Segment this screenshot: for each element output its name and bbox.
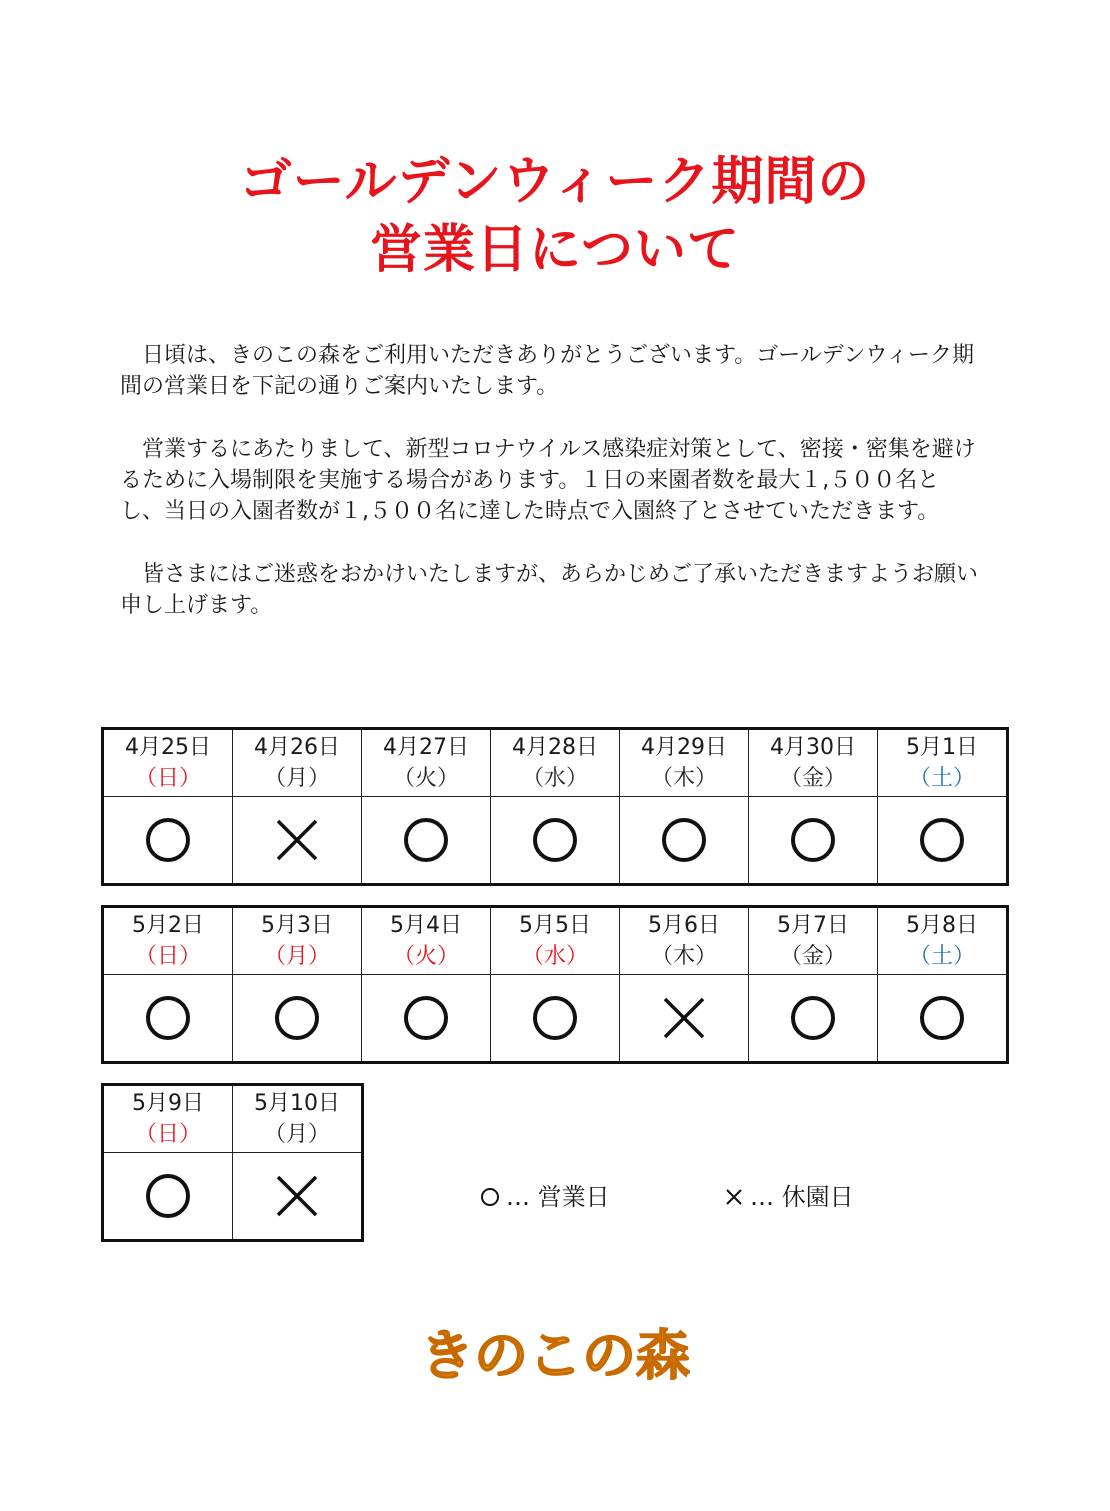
calendar-day-header	[878, 729, 1008, 797]
calendar-weekday: （月）	[263, 766, 330, 791]
calendar-day-header	[233, 1085, 363, 1153]
open-day-mark	[661, 817, 707, 863]
calendar-weekday: （月）	[263, 1122, 330, 1147]
calendar-day-status	[491, 797, 620, 885]
calendar-date: 4月29日	[641, 735, 727, 760]
legend-closed-label: … 休園日	[750, 1183, 854, 1211]
title-line-2: 営業日について	[370, 220, 740, 280]
calendar-date: 5月7日	[777, 913, 849, 938]
calendar-day-header	[233, 729, 362, 797]
calendar-day-status	[620, 975, 749, 1063]
open-day-mark	[145, 995, 191, 1041]
calendar-date: 5月9日	[132, 1091, 204, 1116]
open-day-mark	[532, 817, 578, 863]
open-day-mark	[790, 817, 836, 863]
calendar-day-status	[233, 1153, 363, 1241]
calendar-date: 4月27日	[383, 735, 469, 760]
closed-day-mark	[274, 1173, 320, 1219]
calendar-day-header	[620, 907, 749, 975]
open-circle-icon	[535, 998, 575, 1038]
open-circle-icon	[480, 1187, 500, 1207]
open-day-mark	[532, 995, 578, 1041]
paragraph-greeting: 日頃は、きのこの森をご利用いただきありがとうございます。ゴールデンウィーク期間の営業日を下記の通りご案内いたします。	[120, 343, 975, 399]
open-day-mark	[919, 817, 965, 863]
calendar-weekday: （日）	[134, 944, 201, 969]
calendar-weekday: （火）	[392, 766, 459, 791]
calendar-date: 5月10日	[254, 1091, 340, 1116]
calendar-day-header	[878, 907, 1008, 975]
open-circle-icon	[277, 998, 317, 1038]
calendar-day-header	[491, 729, 620, 797]
open-circle-icon	[148, 1176, 188, 1216]
open-circle-icon	[664, 820, 704, 860]
calendar-week-2	[101, 905, 1009, 1064]
calendar-weekday: （木）	[650, 944, 717, 969]
calendar-weekday: （水）	[521, 766, 588, 791]
open-day-mark	[403, 817, 449, 863]
calendar-day-header	[103, 907, 233, 975]
calendar-day-status	[749, 797, 878, 885]
calendar-weekday: （金）	[779, 944, 846, 969]
calendar-day-header	[620, 729, 749, 797]
calendar-day-status	[878, 797, 1008, 885]
calendar-date: 5月6日	[648, 913, 720, 938]
calendar-day-header	[233, 907, 362, 975]
open-circle-icon	[406, 998, 446, 1038]
calendar-date: 5月1日	[906, 735, 978, 760]
calendar-weekday: （月）	[263, 944, 330, 969]
calendar-day-status	[103, 797, 233, 885]
calendar-weekday: （土）	[908, 944, 975, 969]
calendar-status-row	[103, 1153, 363, 1241]
legend-open	[480, 1180, 610, 1214]
kinoko-no-mori-logo	[420, 1318, 690, 1392]
calendar-date: 5月4日	[390, 913, 462, 938]
paragraph-entry-limit: 営業するにあたりまして、新型コロナウイルス感染症対策として、密接・密集を避けるために入場制限を実施する場合があります。１日の来園者数を最大１,５００名とし、当日の入園者数が１,５００名に達した時点で入園終了とさせていただきます。	[120, 437, 976, 524]
calendar-weekday: （土）	[908, 766, 975, 791]
calendar-week-1	[101, 727, 1009, 886]
open-circle-icon	[535, 820, 575, 860]
calendar-day-status	[491, 975, 620, 1063]
calendar-day-status	[620, 797, 749, 885]
open-circle-icon	[148, 820, 188, 860]
calendar-weekday: （水）	[521, 944, 588, 969]
calendar-status-row	[103, 975, 1008, 1063]
calendar-date: 4月28日	[512, 735, 598, 760]
calendar-weekday: （火）	[392, 944, 459, 969]
calendar-header-row	[103, 907, 1008, 975]
calendar-header-row	[103, 1085, 363, 1153]
open-day-mark	[274, 995, 320, 1041]
logo-text: きのこの森	[420, 1324, 690, 1387]
calendar-day-header	[362, 907, 491, 975]
calendar-day-status	[233, 975, 362, 1063]
open-day-mark	[145, 817, 191, 863]
calendar-date: 4月25日	[125, 735, 211, 760]
open-circle-icon	[793, 998, 833, 1038]
calendar-day-status	[878, 975, 1008, 1063]
calendar-day-header	[491, 907, 620, 975]
calendar-weekday: （金）	[779, 766, 846, 791]
calendar-weekday: （日）	[134, 1122, 201, 1147]
title-line-1: ゴールデンウィーク期間の	[239, 152, 871, 212]
open-circle-icon	[793, 820, 833, 860]
closed-day-mark	[661, 995, 707, 1041]
open-circle-icon	[922, 998, 962, 1038]
calendar-day-header	[362, 729, 491, 797]
calendar-day-status	[362, 975, 491, 1063]
calendar-day-header	[103, 729, 233, 797]
calendar-day-status	[103, 1153, 233, 1241]
calendar-day-header	[749, 907, 878, 975]
calendar-week-3	[101, 1083, 364, 1242]
calendar-date: 4月26日	[254, 735, 340, 760]
legend-open-label: … 営業日	[506, 1183, 610, 1211]
open-circle-icon	[406, 820, 446, 860]
calendar-date: 5月3日	[261, 913, 333, 938]
open-circle-icon	[922, 820, 962, 860]
calendar-day-header	[749, 729, 878, 797]
calendar-day-status	[103, 975, 233, 1063]
open-day-mark	[145, 1173, 191, 1219]
closed-cross-icon	[724, 1187, 744, 1207]
calendar-day-header	[103, 1085, 233, 1153]
page-title	[0, 148, 1110, 284]
calendar-date: 5月5日	[519, 913, 591, 938]
calendar-day-status	[362, 797, 491, 885]
legend-closed	[724, 1180, 854, 1214]
open-day-mark	[790, 995, 836, 1041]
calendar-date: 5月8日	[906, 913, 978, 938]
calendar-weekday: （日）	[134, 766, 201, 791]
closed-day-mark	[274, 817, 320, 863]
calendar-weekday: （木）	[650, 766, 717, 791]
calendar-date: 5月2日	[132, 913, 204, 938]
paragraph-apology: 皆さまにはご迷惑をおかけいたしますが、あらかじめご了承いただきますようお願い申し上げます。	[120, 562, 979, 618]
calendar-day-status	[233, 797, 362, 885]
open-day-mark	[403, 995, 449, 1041]
calendar-date: 4月30日	[770, 735, 856, 760]
notice-body	[120, 340, 980, 653]
open-circle-icon	[148, 998, 188, 1038]
open-day-mark	[919, 995, 965, 1041]
calendar-status-row	[103, 797, 1008, 885]
calendar-header-row	[103, 729, 1008, 797]
calendar-day-status	[749, 975, 878, 1063]
